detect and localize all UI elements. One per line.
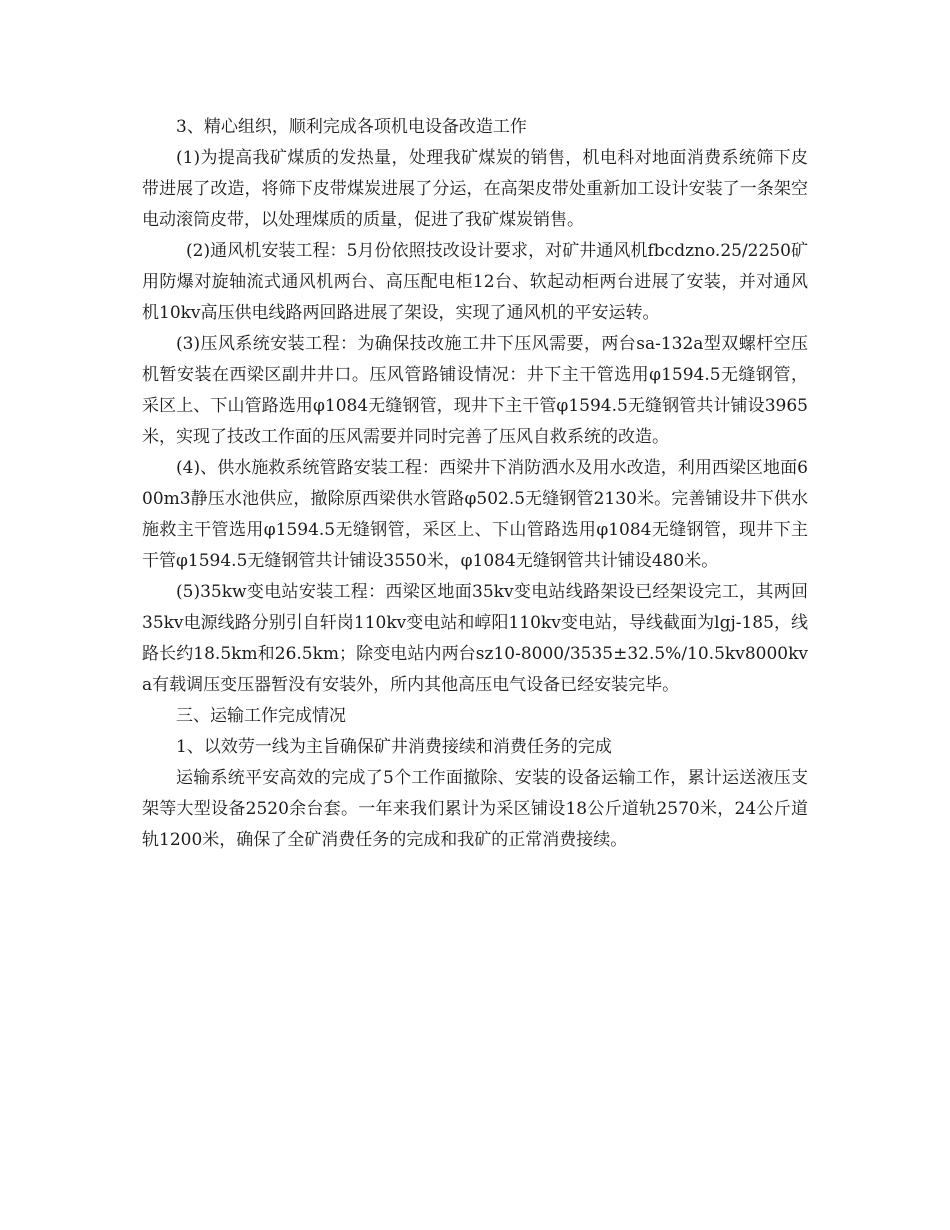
paragraph-item-5: (5)35kw变电站安装工程：西梁区地面35kv变电站线路架设已经架设完工，其两回35kv电源线路分别引自轩岗110kv变电站和崞阳110kv变电站，导线截面为lgj-185，线路长约18.5km和26.5km；除变电站内两台sz10-8000/3535±32.5%/10.5kv8000kva有载调压变压器暂没有安装外，所内其他高压电气设备已经安装完毕。: [142, 582, 808, 695]
section-heading-transport: 三、运输工作完成情况: [176, 706, 346, 726]
document-body: [142, 112, 808, 856]
section-heading-equipment-renovation: 3、精心组织，顺利完成各项机电设备改造工作: [176, 117, 527, 137]
paragraph-transport-summary: 运输系统平安高效的完成了5个工作面撤除、安装的设备运输工作，累计运送液压支架等大型设备2520余台套。一年来我们累计为采区铺设18公斤道轨2570米，24公斤道轨1200米，确保了全矿消费任务的完成和我矿的正常消费接续。: [142, 768, 808, 850]
paragraph-item-3: (3)压风系统安装工程：为确保技改施工井下压风需要，两台sa-132a型双螺杆空压机暂安装在西梁区副井井口。压风管路铺设情况：井下主干管选用φ1594.5无缝钢管，采区上、下山管路选用φ1084无缝钢管，现井下主干管φ1594.5无缝钢管共计铺设3965米，实现了技改工作面的压风需要并同时完善了压风自救系统的改造。: [142, 334, 808, 447]
paragraph-item-1: (1)为提高我矿煤质的发热量，处理我矿煤炭的销售，机电科对地面消费系统筛下皮带进展了改造，将筛下皮带煤炭进展了分运，在高架皮带处重新加工设计安装了一条架空电动滚筒皮带，以处理煤质的质量，促进了我矿煤炭销售。: [142, 148, 808, 230]
paragraph-item-4: (4)、供水施救系统管路安装工程：西梁井下消防洒水及用水改造，利用西梁区地面600m3静压水池供应，撤除原西梁供水管路φ502.5无缝钢管2130米。完善铺设井下供水施救主干管选用φ1594.5无缝钢管，采区上、下山管路选用φ1084无缝钢管，现井下主干管φ1594.5无缝钢管共计铺设3550米，φ1084无缝钢管共计铺设480米。: [142, 458, 808, 571]
subsection-heading-service: 1、以效劳一线为主旨确保矿井消费接续和消费任务的完成: [176, 737, 612, 757]
paragraph-item-2: (2)通风机安装工程：5月份依照技改设计要求，对矿井通风机fbcdzno.25/2250矿用防爆对旋轴流式通风机两台、高压配电柜12台、软起动柜两台进展了安装，并对通风机10kv高压供电线路两回路进展了架设，实现了通风机的平安运转。: [142, 241, 808, 323]
